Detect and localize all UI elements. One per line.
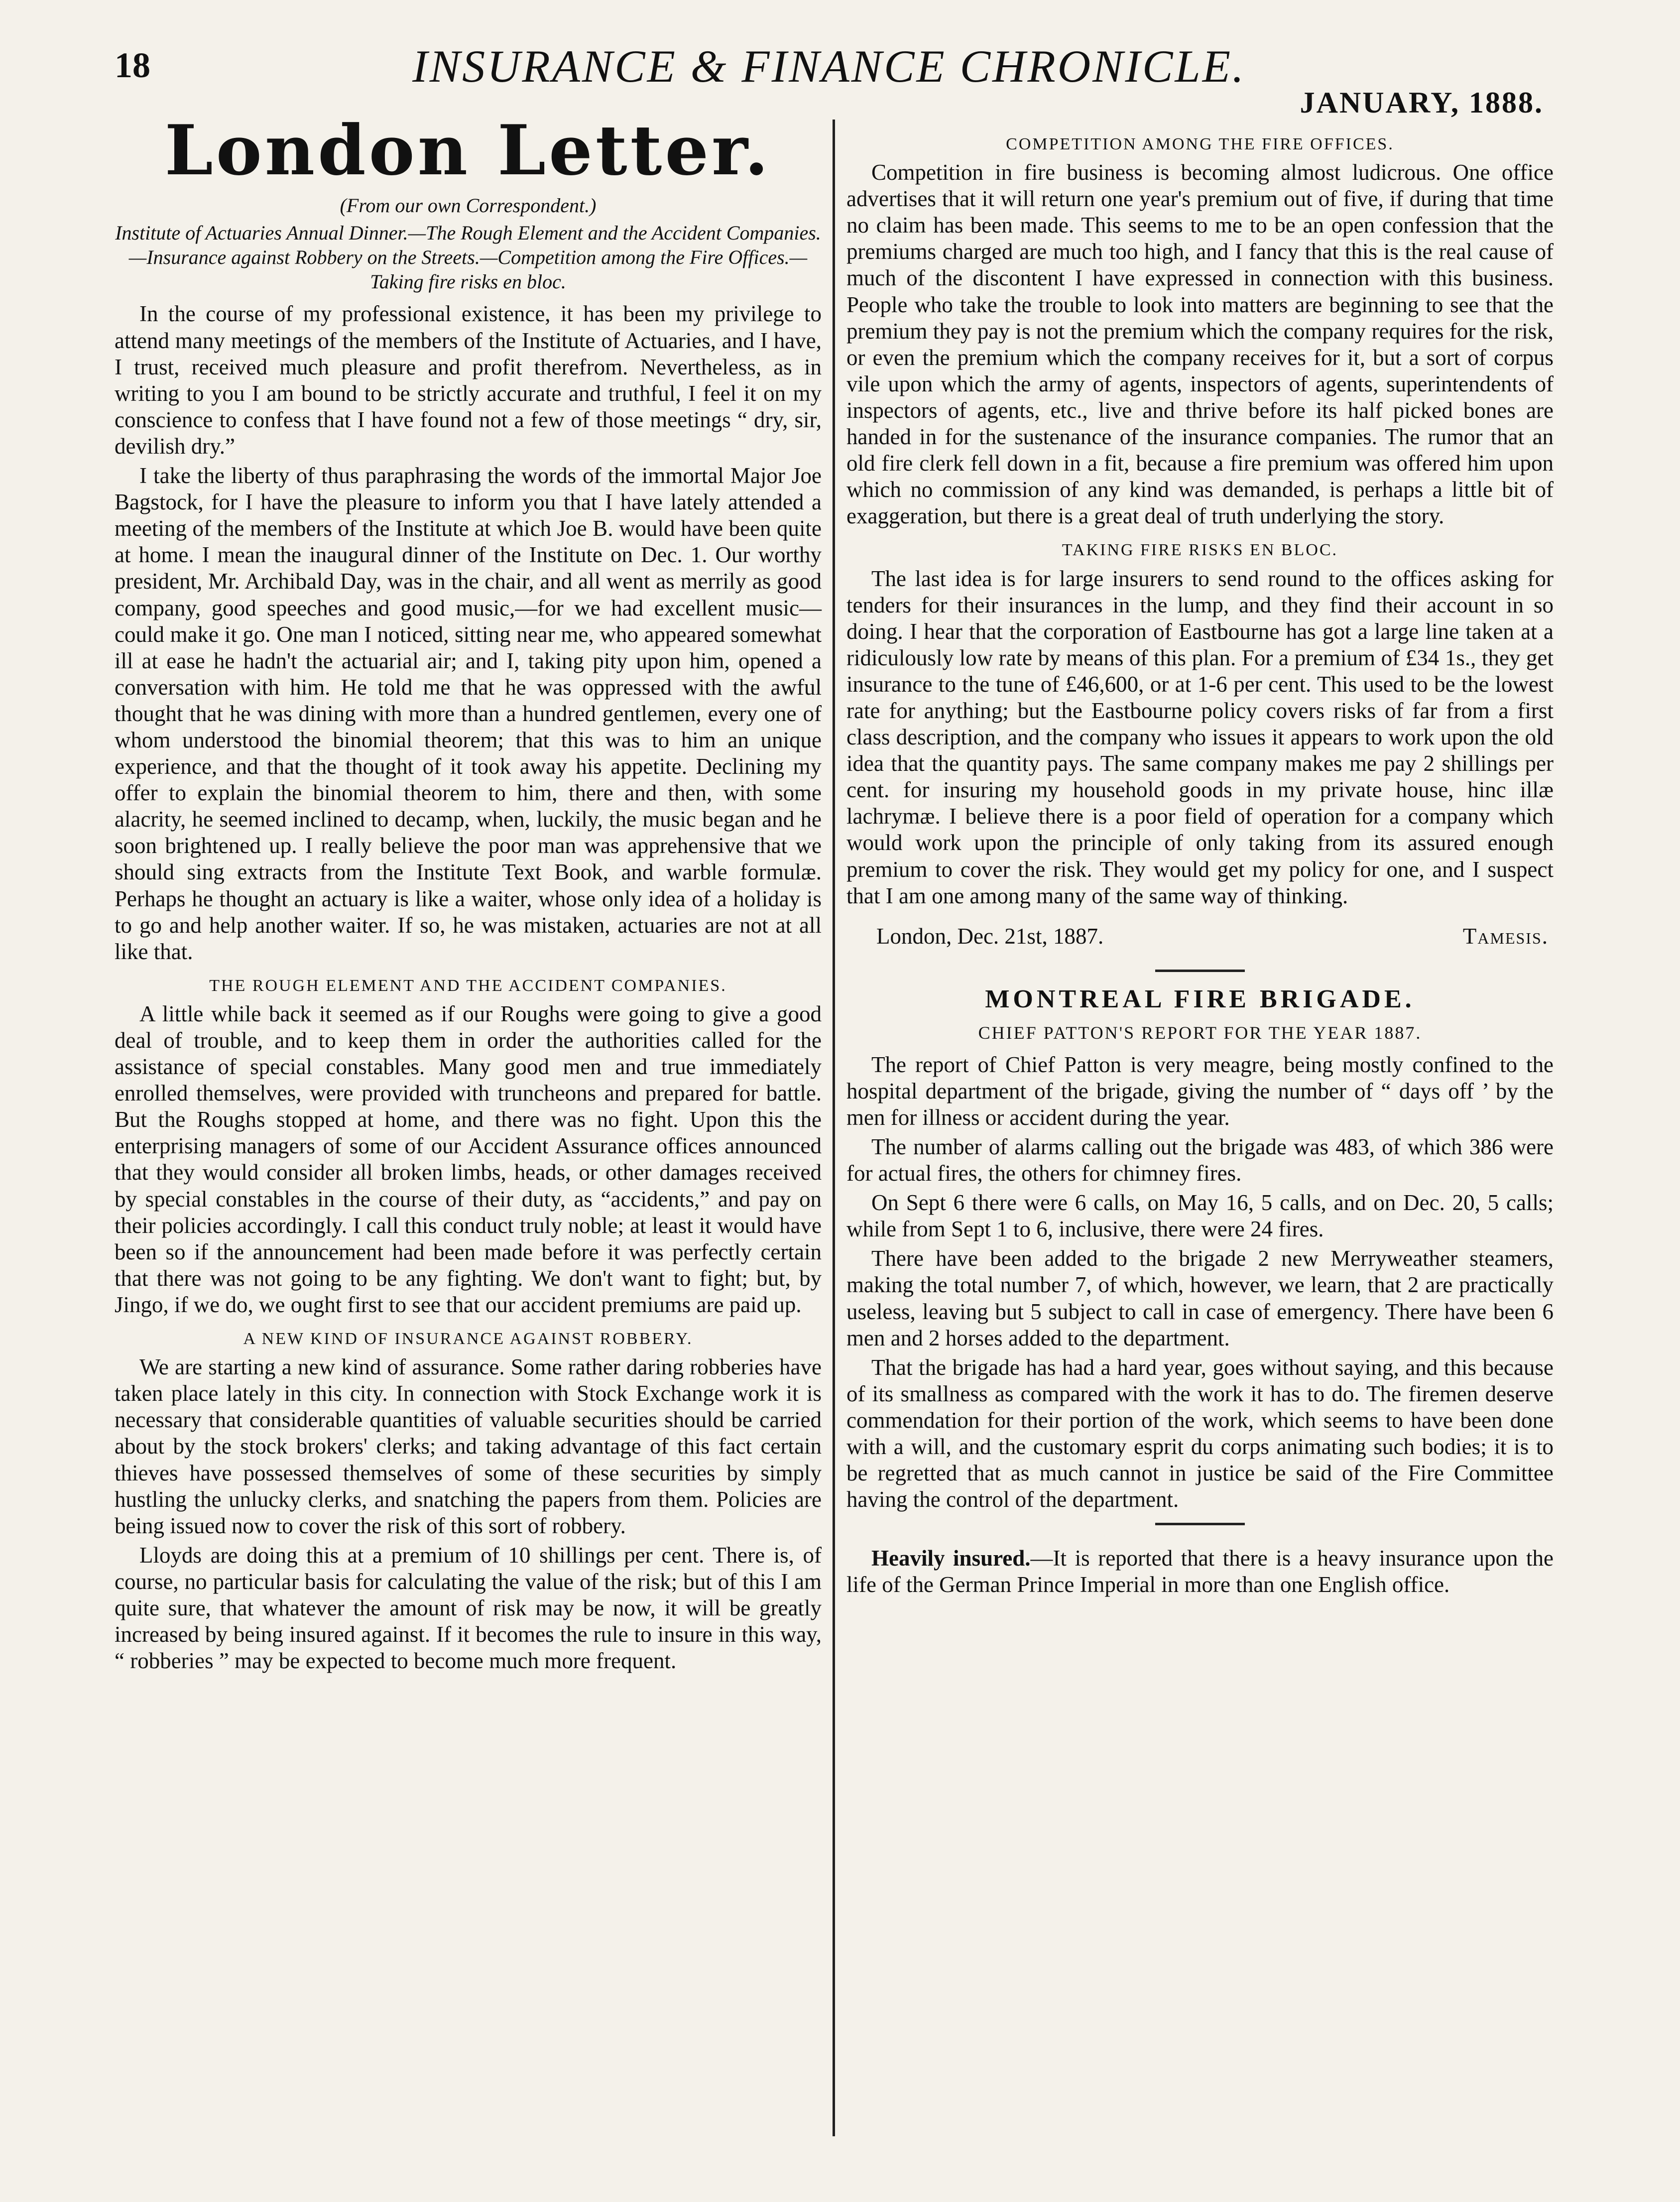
column-divider [833, 120, 835, 2136]
paragraph: The number of alarms calling out the brigade was 483, of which 386 were for actual fires, the others for chimney fires. [846, 1134, 1554, 1186]
subheading-rough-element: THE ROUGH ELEMENT AND THE ACCIDENT COMPANIES. [209, 976, 727, 995]
paragraph: Lloyds are doing this at a premium of 10 shillings per cent. There is, of course, no particular basis for calculating the value of the risk; but of this I am quite sure, that whatever the amount of risk may be now, it will be greatly increased by being insured against. If it becomes the rule to insure in this way, “ robberies ” may be expected to become much more frequent. [115, 1542, 822, 1674]
subheading-insurance-robbery: A NEW KIND OF INSURANCE AGAINST ROBBERY. [243, 1330, 693, 1348]
paragraph: Competition in fire business is becoming almost ludicrous. One office advertises that it will return one year's premium out of five, if during that time no claim has been made. This seems to me to be an open confession that the premiums charged are much too high, and I fancy that this is the real cause of much of the discontent I have expressed in connection with this business. People who take the trouble to look into matters are beginning to see that the premium they pay is not the premium which the company requires for the risk, or even the premium which the company receives for it, but a sort of corpus vile upon which the army of agents, inspectors of agents, superintendents of inspectors of agents, etc., live and thrive before its half picked bones are handed in for the sustenance of the insurance companies. The rumor that an old fire clerk fell down in a fit, because a fire premium was offered him upon which no commission of any kind was demanded, is perhaps a little bit of exaggeration, but there is a great deal of truth underlying the story. [846, 160, 1554, 529]
paragraph: We are starting a new kind of assurance. Some rather daring robberies have taken place lately in this city. In connection with Stock Exchange work it is necessary that considerable quantities of valuable securities should be carried about by the stock brokers' clerks; and taking advantage of this fact certain thieves have possessed themselves of some of these securities by simply hustling the unlucky clerks, and snatching the papers from them. Policies are being issued now to cover the risk of this sort of robbery. [115, 1354, 822, 1538]
paragraph-body: —It is reported that there is a heavy insurance upon the life of the German Prince Imperial in more than one English office. [846, 1546, 1554, 1597]
subheading-chief-report: CHIEF PATTON'S REPORT FOR THE YEAR 1887. [978, 1023, 1422, 1043]
paragraph: A little while back it seemed as if our Roughs were going to give a good deal of trouble, and to keep them in order the authorities called for the assistance of special constables. Many good men and true immediately enrolled themselves, were provided with truncheons and prepared for battle. But the Roughs stopped at home, and there was no fight. Upon this the enterprising managers of some of our Accident Assurance offices announced that they would consider all broken limbs, heads, or other damages received by special constables in the course of their duty, as “accidents,” and pay on their policies accordingly. I call this conduct truly noble; at least it would have been so if the announcement had been made before it was perfectly certain that there was not going to be any fighting. We don't want to fight; but, by Jingo, if we do, we ought first to see that our accident premiums are paid up. [115, 1001, 822, 1317]
paragraph-heavily-insured [846, 1545, 1554, 1598]
article-heading-london-letter: London Letter. [164, 110, 772, 191]
subheading-fire-risks-en-bloc: TAKING FIRE RISKS EN BLOC. [1062, 541, 1338, 560]
article-summary: Institute of Actuaries Annual Dinner.—The Rough Element and the Accident Companies.—Insurance against Robbery on the Streets.—Competition among the Fire Offices.—Taking fire risks en bloc. [115, 222, 821, 293]
issue-date: JANUARY, 1888. [1300, 86, 1544, 119]
subheading-competition: COMPETITION AMONG THE FIRE OFFICES. [1006, 135, 1394, 153]
paragraph: In the course of my professional existence, it has been my privilege to attend many meetings of the members of the Institute of Actuaries, and I have, I trust, received much pleasure and profit therefrom. Nevertheless, as in writing to you I am bound to be strictly accurate and truthful, I feel it on my conscience to confess that I have found not a few of those meetings “ dry, sir, devilish dry.” [115, 301, 822, 459]
lead-in: Heavily insured. [871, 1546, 1031, 1571]
left-column [115, 110, 822, 1677]
paragraph: On Sept 6 there were 6 calls, on May 16, 5 calls, and on Dec. 20, 5 calls; while from Sept 1 to 6, inclusive, there were 24 fires. [846, 1190, 1554, 1242]
paragraph: The last idea is for large insurers to send round to the offices asking for tenders for their insurances in the lump, and they find their account in so doing. I hear that the corporation of Eastbourne has got a large line taken at a ridiculously low rate by means of this plan. For a premium of £34 1s., they get insurance to the tune of £46,600, or at 1-6 per cent. This used to be the lowest rate for anything; but the Eastbourne policy covers risks of far from a first class description, and the company who issues it appears to work upon the old idea that the quantity pays. The same company makes me pay 2 shillings per cent. for insuring my household goods in my private house, hinc illæ lachrymæ. I believe there is a poor field of operation for a company which would work upon the principle of only taking from its assured enough premium to cover the risk. They would get my policy for one, and I suspect that I am one among many of the same way of thinking. [846, 566, 1554, 908]
publication-title: INSURANCE & FINANCE CHRONICLE. [412, 41, 1246, 92]
section-rule [1155, 1523, 1245, 1525]
paragraph: That the brigade has had a hard year, goes without saying, and this because of its smallness as compared with the work it has to do. The firemen deserve commendation for their portion of the work, which seems to have been done with a will, and the customary esprit du corps animating such bodies; it is to be regretted that as much cannot in justice be said of the Fire Committee having the control of the department. [846, 1354, 1554, 1512]
signature-line [846, 923, 1554, 950]
masthead [115, 40, 1544, 119]
correspondent-note: (From our own Correspondent.) [340, 194, 597, 217]
section-rule [1155, 970, 1245, 972]
paragraph: There have been added to the brigade 2 new Merryweather steamers, making the total number 7, of which, however, we learn, that 2 are practically useless, leaving but 5 subject to call in case of emergency. There have been 6 men and 2 horses added to the department. [846, 1246, 1554, 1350]
signature-place-date: London, Dec. 21st, 1887. [876, 923, 1104, 949]
paragraph: The report of Chief Patton is very meagre, being mostly confined to the hospital department of the brigade, giving the number of “ days off ’ by the men for illness or accident during the year. [846, 1052, 1554, 1130]
paragraph: I take the liberty of thus paraphrasing the words of the immortal Major Joe Bagstock, for I have the pleasure to inform you that I have lately attended a meeting of the members of the Institute at which Joe B. would have been quite at home. I mean the inaugural dinner of the Institute on Dec. 1. Our worthy president, Mr. Archibald Day, was in the chair, and all went as merrily as good company, good speeches and good music,—for we had excellent music—could make it go. One man I noticed, sitting near me, who appeared somewhat ill at ease he hadn't the actuarial air; and I, taking pity upon him, opened a conversation with him. He told me that he was oppressed with the awful thought that he was dining with more than a hundred gentlemen, every one of whom understood the binomial theorem; that this was to him an unique experience, and that the thought of it took away his appetite. Declining my offer to explain the binomial theorem to him, there and then, with some alacrity, he seemed inclined to decamp, when, luckily, the music began and he soon brightened up. I really believe the poor man was apprehensive that we should sing extracts from the Institute Text Book, and warble formulæ. Perhaps he thought an actuary is like a waiter, whose only idea of a holiday is to go and help another waiter. If so, he was mistaken, actuaries are not at all like that. [115, 463, 822, 964]
article-heading-montreal: MONTREAL FIRE BRIGADE. [985, 984, 1415, 1013]
signature-name: Tamesis. [1462, 923, 1549, 949]
right-column [846, 115, 1554, 1601]
page-number: 18 [115, 45, 150, 85]
